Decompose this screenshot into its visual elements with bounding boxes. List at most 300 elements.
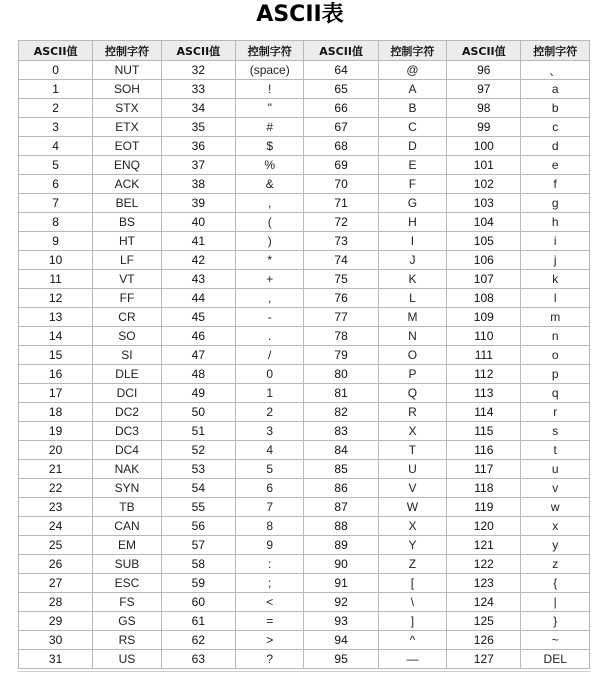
control-char-cell: US [93, 650, 162, 669]
ascii-code-cell: 127 [447, 650, 521, 669]
control-char-cell: { [521, 574, 590, 593]
control-char-cell: DEL [521, 650, 590, 669]
ascii-code-cell: 120 [447, 517, 521, 536]
ascii-code-cell: 68 [304, 137, 378, 156]
control-char-cell: 4 [235, 441, 304, 460]
ascii-code-cell: 98 [447, 99, 521, 118]
table-row [19, 517, 590, 536]
control-char-cell: HT [93, 232, 162, 251]
column-header: ASCII值 [447, 41, 521, 61]
table-row [19, 593, 590, 612]
control-char-cell: ETX [93, 118, 162, 137]
control-char-cell: > [235, 631, 304, 650]
control-char-cell: p [521, 365, 590, 384]
control-char-cell: d [521, 137, 590, 156]
control-char-cell: - [235, 308, 304, 327]
control-char-cell: , [235, 289, 304, 308]
ascii-code-cell: 74 [304, 251, 378, 270]
ascii-code-cell: 79 [304, 346, 378, 365]
control-char-cell: 3 [235, 422, 304, 441]
ascii-table [18, 40, 590, 669]
control-char-cell: * [235, 251, 304, 270]
ascii-code-cell: 76 [304, 289, 378, 308]
control-char-cell: w [521, 498, 590, 517]
ascii-code-cell: 72 [304, 213, 378, 232]
ascii-code-cell: 46 [161, 327, 235, 346]
ascii-code-cell: 61 [161, 612, 235, 631]
control-char-cell: ) [235, 232, 304, 251]
control-char-cell: Z [378, 555, 447, 574]
table-row [19, 422, 590, 441]
control-char-cell: @ [378, 61, 447, 80]
ascii-code-cell: 60 [161, 593, 235, 612]
ascii-code-cell: 92 [304, 593, 378, 612]
ascii-code-cell: 101 [447, 156, 521, 175]
ascii-code-cell: 87 [304, 498, 378, 517]
ascii-code-cell: 100 [447, 137, 521, 156]
control-char-cell: 7 [235, 498, 304, 517]
table-row [19, 232, 590, 251]
table-row [19, 251, 590, 270]
ascii-code-cell: 73 [304, 232, 378, 251]
ascii-code-cell: 53 [161, 460, 235, 479]
control-char-cell: g [521, 194, 590, 213]
control-char-cell: b [521, 99, 590, 118]
ascii-code-cell: 43 [161, 270, 235, 289]
ascii-code-cell: 125 [447, 612, 521, 631]
ascii-code-cell: 27 [19, 574, 93, 593]
control-char-cell: NAK [93, 460, 162, 479]
ascii-code-cell: 18 [19, 403, 93, 422]
control-char-cell: STX [93, 99, 162, 118]
ascii-code-cell: 15 [19, 346, 93, 365]
table-row [19, 327, 590, 346]
control-char-cell: m [521, 308, 590, 327]
control-char-cell: " [235, 99, 304, 118]
control-char-cell: P [378, 365, 447, 384]
ascii-code-cell: 25 [19, 536, 93, 555]
control-char-cell: CR [93, 308, 162, 327]
control-char-cell: BEL [93, 194, 162, 213]
control-char-cell: f [521, 175, 590, 194]
ascii-code-cell: 54 [161, 479, 235, 498]
ascii-code-cell: 62 [161, 631, 235, 650]
control-char-cell: x [521, 517, 590, 536]
control-char-cell: & [235, 175, 304, 194]
control-char-cell: LF [93, 251, 162, 270]
control-char-cell: FS [93, 593, 162, 612]
control-char-cell: } [521, 612, 590, 631]
control-char-cell: ~ [521, 631, 590, 650]
control-char-cell: 1 [235, 384, 304, 403]
control-char-cell: ESC [93, 574, 162, 593]
table-row [19, 479, 590, 498]
control-char-cell: SYN [93, 479, 162, 498]
ascii-code-cell: 31 [19, 650, 93, 669]
control-char-cell: 、 [521, 61, 590, 80]
table-row [19, 612, 590, 631]
control-char-cell: | [521, 593, 590, 612]
control-char-cell: T [378, 441, 447, 460]
ascii-code-cell: 97 [447, 80, 521, 99]
control-char-cell: i [521, 232, 590, 251]
column-header: 控制字符 [235, 41, 304, 61]
control-char-cell: H [378, 213, 447, 232]
control-char-cell: J [378, 251, 447, 270]
ascii-code-cell: 104 [447, 213, 521, 232]
control-char-cell: e [521, 156, 590, 175]
ascii-code-cell: 91 [304, 574, 378, 593]
ascii-code-cell: 77 [304, 308, 378, 327]
control-char-cell: ACK [93, 175, 162, 194]
table-body [19, 61, 590, 669]
ascii-code-cell: 12 [19, 289, 93, 308]
header-row [19, 41, 590, 61]
control-char-cell: < [235, 593, 304, 612]
control-char-cell: GS [93, 612, 162, 631]
ascii-code-cell: 67 [304, 118, 378, 137]
control-char-cell: X [378, 422, 447, 441]
ascii-code-cell: 95 [304, 650, 378, 669]
ascii-code-cell: 29 [19, 612, 93, 631]
control-char-cell: z [521, 555, 590, 574]
ascii-code-cell: 96 [447, 61, 521, 80]
control-char-cell: SO [93, 327, 162, 346]
control-char-cell: M [378, 308, 447, 327]
ascii-code-cell: 75 [304, 270, 378, 289]
ascii-code-cell: 63 [161, 650, 235, 669]
control-char-cell: — [378, 650, 447, 669]
ascii-code-cell: 13 [19, 308, 93, 327]
control-char-cell: Y [378, 536, 447, 555]
control-char-cell: ? [235, 650, 304, 669]
control-char-cell: 9 [235, 536, 304, 555]
table-row [19, 213, 590, 232]
ascii-code-cell: 7 [19, 194, 93, 213]
ascii-code-cell: 66 [304, 99, 378, 118]
ascii-code-cell: 119 [447, 498, 521, 517]
ascii-code-cell: 11 [19, 270, 93, 289]
table-row [19, 555, 590, 574]
ascii-code-cell: 103 [447, 194, 521, 213]
control-char-cell: s [521, 422, 590, 441]
control-char-cell: % [235, 156, 304, 175]
ascii-code-cell: 26 [19, 555, 93, 574]
control-char-cell: A [378, 80, 447, 99]
control-char-cell: \ [378, 593, 447, 612]
ascii-code-cell: 44 [161, 289, 235, 308]
ascii-code-cell: 124 [447, 593, 521, 612]
column-header: ASCII值 [161, 41, 235, 61]
ascii-code-cell: 35 [161, 118, 235, 137]
ascii-code-cell: 0 [19, 61, 93, 80]
table-row [19, 384, 590, 403]
ascii-code-cell: 65 [304, 80, 378, 99]
control-char-cell: y [521, 536, 590, 555]
ascii-code-cell: 118 [447, 479, 521, 498]
control-char-cell: K [378, 270, 447, 289]
control-char-cell: (space) [235, 61, 304, 80]
ascii-code-cell: 20 [19, 441, 93, 460]
ascii-code-cell: 48 [161, 365, 235, 384]
table-row [19, 365, 590, 384]
control-char-cell: W [378, 498, 447, 517]
ascii-code-cell: 6 [19, 175, 93, 194]
ascii-code-cell: 111 [447, 346, 521, 365]
control-char-cell: u [521, 460, 590, 479]
table-row [19, 61, 590, 80]
ascii-code-cell: 17 [19, 384, 93, 403]
control-char-cell: DC2 [93, 403, 162, 422]
control-char-cell: O [378, 346, 447, 365]
ascii-code-cell: 39 [161, 194, 235, 213]
control-char-cell: ] [378, 612, 447, 631]
ascii-code-cell: 86 [304, 479, 378, 498]
control-char-cell: ! [235, 80, 304, 99]
ascii-code-cell: 58 [161, 555, 235, 574]
control-char-cell: EOT [93, 137, 162, 156]
control-char-cell: L [378, 289, 447, 308]
ascii-code-cell: 34 [161, 99, 235, 118]
control-char-cell: $ [235, 137, 304, 156]
ascii-code-cell: 106 [447, 251, 521, 270]
table-row [19, 441, 590, 460]
ascii-code-cell: 51 [161, 422, 235, 441]
control-char-cell: a [521, 80, 590, 99]
table-row [19, 536, 590, 555]
control-char-cell: ; [235, 574, 304, 593]
control-char-cell: C [378, 118, 447, 137]
ascii-code-cell: 126 [447, 631, 521, 650]
ascii-code-cell: 5 [19, 156, 93, 175]
ascii-code-cell: 88 [304, 517, 378, 536]
ascii-code-cell: 82 [304, 403, 378, 422]
ascii-code-cell: 105 [447, 232, 521, 251]
control-char-cell: = [235, 612, 304, 631]
control-char-cell: VT [93, 270, 162, 289]
ascii-code-cell: 84 [304, 441, 378, 460]
control-char-cell: F [378, 175, 447, 194]
ascii-code-cell: 28 [19, 593, 93, 612]
table-row [19, 308, 590, 327]
ascii-code-cell: 108 [447, 289, 521, 308]
control-char-cell: r [521, 403, 590, 422]
table-row [19, 80, 590, 99]
control-char-cell: o [521, 346, 590, 365]
ascii-code-cell: 32 [161, 61, 235, 80]
control-char-cell: t [521, 441, 590, 460]
control-char-cell: R [378, 403, 447, 422]
control-char-cell: l [521, 289, 590, 308]
control-char-cell: j [521, 251, 590, 270]
control-char-cell: DC4 [93, 441, 162, 460]
control-char-cell: G [378, 194, 447, 213]
ascii-code-cell: 89 [304, 536, 378, 555]
column-header: ASCII值 [19, 41, 93, 61]
control-char-cell: # [235, 118, 304, 137]
control-char-cell: 2 [235, 403, 304, 422]
table-row [19, 574, 590, 593]
table-row [19, 118, 590, 137]
ascii-code-cell: 38 [161, 175, 235, 194]
ascii-code-cell: 69 [304, 156, 378, 175]
table-row [19, 403, 590, 422]
ascii-code-cell: 10 [19, 251, 93, 270]
control-char-cell: CAN [93, 517, 162, 536]
ascii-code-cell: 107 [447, 270, 521, 289]
ascii-code-cell: 114 [447, 403, 521, 422]
control-char-cell: [ [378, 574, 447, 593]
ascii-code-cell: 4 [19, 137, 93, 156]
control-char-cell: B [378, 99, 447, 118]
ascii-code-cell: 90 [304, 555, 378, 574]
ascii-code-cell: 99 [447, 118, 521, 137]
ascii-code-cell: 122 [447, 555, 521, 574]
control-char-cell: BS [93, 213, 162, 232]
ascii-code-cell: 36 [161, 137, 235, 156]
ascii-code-cell: 42 [161, 251, 235, 270]
ascii-code-cell: 33 [161, 80, 235, 99]
ascii-code-cell: 21 [19, 460, 93, 479]
ascii-code-cell: 64 [304, 61, 378, 80]
ascii-code-cell: 56 [161, 517, 235, 536]
bottom-divider [18, 671, 590, 672]
control-char-cell: ( [235, 213, 304, 232]
control-char-cell: N [378, 327, 447, 346]
ascii-code-cell: 1 [19, 80, 93, 99]
control-char-cell: ^ [378, 631, 447, 650]
table-row [19, 460, 590, 479]
ascii-code-cell: 123 [447, 574, 521, 593]
ascii-code-cell: 9 [19, 232, 93, 251]
ascii-code-cell: 30 [19, 631, 93, 650]
ascii-code-cell: 2 [19, 99, 93, 118]
control-char-cell: + [235, 270, 304, 289]
column-header: 控制字符 [521, 41, 590, 61]
control-char-cell: DLE [93, 365, 162, 384]
control-char-cell: n [521, 327, 590, 346]
ascii-code-cell: 102 [447, 175, 521, 194]
control-char-cell: k [521, 270, 590, 289]
control-char-cell: 8 [235, 517, 304, 536]
control-char-cell: U [378, 460, 447, 479]
control-char-cell: Q [378, 384, 447, 403]
ascii-code-cell: 55 [161, 498, 235, 517]
control-char-cell: TB [93, 498, 162, 517]
control-char-cell: EM [93, 536, 162, 555]
ascii-code-cell: 78 [304, 327, 378, 346]
control-char-cell: SOH [93, 80, 162, 99]
control-char-cell: q [521, 384, 590, 403]
control-char-cell: SI [93, 346, 162, 365]
control-char-cell: E [378, 156, 447, 175]
ascii-code-cell: 115 [447, 422, 521, 441]
ascii-code-cell: 83 [304, 422, 378, 441]
ascii-code-cell: 57 [161, 536, 235, 555]
ascii-code-cell: 37 [161, 156, 235, 175]
control-char-cell: / [235, 346, 304, 365]
control-char-cell: . [235, 327, 304, 346]
control-char-cell: 0 [235, 365, 304, 384]
table-row [19, 650, 590, 669]
control-char-cell: V [378, 479, 447, 498]
ascii-code-cell: 93 [304, 612, 378, 631]
ascii-code-cell: 94 [304, 631, 378, 650]
control-char-cell: NUT [93, 61, 162, 80]
control-char-cell: : [235, 555, 304, 574]
ascii-code-cell: 117 [447, 460, 521, 479]
control-char-cell: , [235, 194, 304, 213]
control-char-cell: DC3 [93, 422, 162, 441]
ascii-code-cell: 23 [19, 498, 93, 517]
table-row [19, 498, 590, 517]
control-char-cell: c [521, 118, 590, 137]
table-row [19, 289, 590, 308]
ascii-code-cell: 47 [161, 346, 235, 365]
table-row [19, 631, 590, 650]
ascii-code-cell: 70 [304, 175, 378, 194]
ascii-code-cell: 121 [447, 536, 521, 555]
ascii-code-cell: 22 [19, 479, 93, 498]
ascii-code-cell: 71 [304, 194, 378, 213]
column-header: ASCII值 [304, 41, 378, 61]
control-char-cell: 5 [235, 460, 304, 479]
control-char-cell: I [378, 232, 447, 251]
table-row [19, 99, 590, 118]
table-row [19, 194, 590, 213]
ascii-code-cell: 49 [161, 384, 235, 403]
table-row [19, 175, 590, 194]
ascii-code-cell: 80 [304, 365, 378, 384]
ascii-code-cell: 116 [447, 441, 521, 460]
control-char-cell: SUB [93, 555, 162, 574]
control-char-cell: ENQ [93, 156, 162, 175]
ascii-code-cell: 59 [161, 574, 235, 593]
ascii-code-cell: 8 [19, 213, 93, 232]
control-char-cell: FF [93, 289, 162, 308]
column-header: 控制字符 [378, 41, 447, 61]
table-row [19, 137, 590, 156]
control-char-cell: X [378, 517, 447, 536]
ascii-code-cell: 41 [161, 232, 235, 251]
control-char-cell: DCI [93, 384, 162, 403]
ascii-code-cell: 16 [19, 365, 93, 384]
ascii-code-cell: 50 [161, 403, 235, 422]
ascii-code-cell: 45 [161, 308, 235, 327]
table-row [19, 346, 590, 365]
ascii-code-cell: 112 [447, 365, 521, 384]
ascii-code-cell: 24 [19, 517, 93, 536]
control-char-cell: D [378, 137, 447, 156]
table-row [19, 156, 590, 175]
page-title: ASCII表 [256, 2, 344, 27]
ascii-code-cell: 52 [161, 441, 235, 460]
ascii-code-cell: 113 [447, 384, 521, 403]
control-char-cell: 6 [235, 479, 304, 498]
ascii-code-cell: 109 [447, 308, 521, 327]
control-char-cell: RS [93, 631, 162, 650]
column-header: 控制字符 [93, 41, 162, 61]
ascii-code-cell: 40 [161, 213, 235, 232]
ascii-code-cell: 14 [19, 327, 93, 346]
ascii-code-cell: 3 [19, 118, 93, 137]
control-char-cell: h [521, 213, 590, 232]
ascii-code-cell: 110 [447, 327, 521, 346]
ascii-code-cell: 81 [304, 384, 378, 403]
ascii-code-cell: 19 [19, 422, 93, 441]
table-row [19, 270, 590, 289]
ascii-code-cell: 85 [304, 460, 378, 479]
